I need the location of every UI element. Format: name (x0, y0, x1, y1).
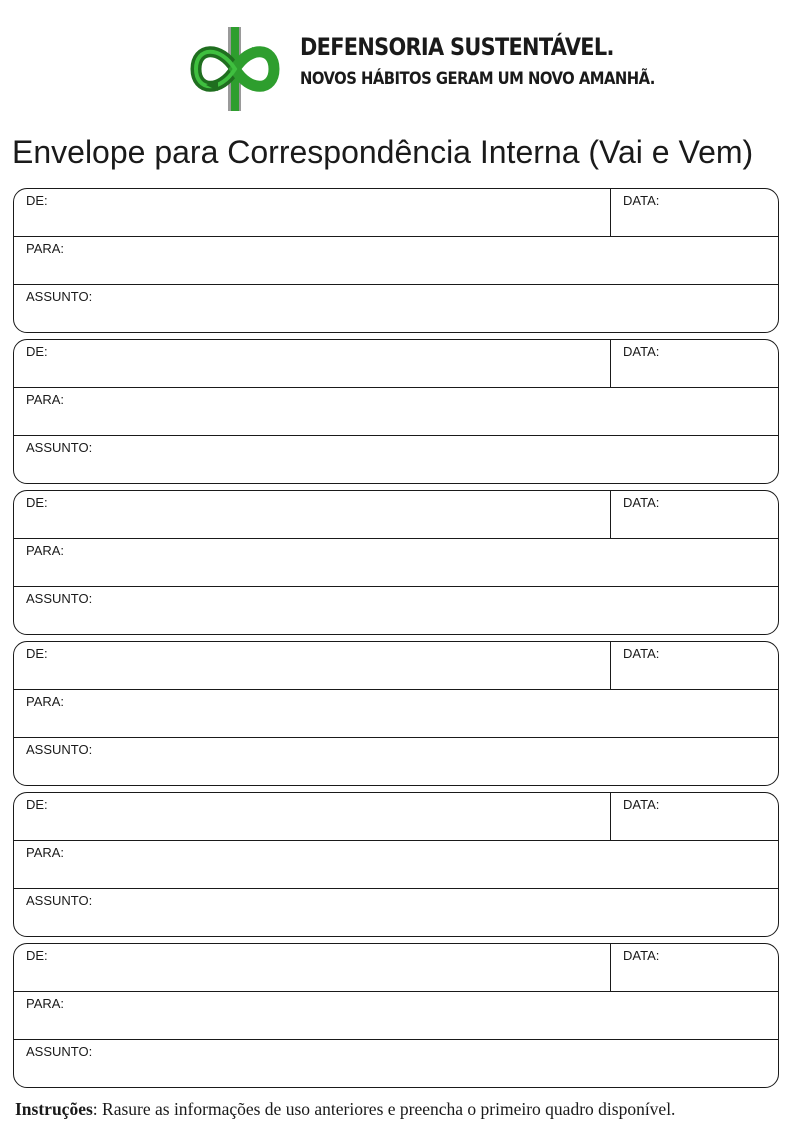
date-field[interactable] (610, 793, 778, 840)
routing-form-block (13, 792, 779, 937)
subject-field[interactable] (14, 738, 778, 785)
subject-label: ASSUNTO: (26, 742, 93, 757)
date-field[interactable] (610, 189, 778, 236)
from-field[interactable] (14, 944, 610, 991)
instructions (15, 1098, 675, 1120)
routing-form-block (13, 188, 779, 333)
date-field[interactable] (610, 944, 778, 991)
subject-field[interactable] (14, 285, 778, 332)
brand-text (300, 32, 708, 90)
to-field[interactable] (14, 690, 778, 737)
date-label: DATA: (623, 495, 660, 510)
to-label: PARA: (26, 996, 65, 1011)
brand-title: DEFENSORIA SUSTENTÁVEL. (300, 33, 614, 61)
subject-field[interactable] (14, 587, 778, 634)
from-label: DE: (26, 193, 48, 208)
date-field[interactable] (610, 340, 778, 387)
instructions-text: : Rasure as informações de uso anteriores e preencha o primeiro quadro disponível. (92, 1099, 676, 1119)
routing-form-block (13, 641, 779, 786)
from-label: DE: (26, 948, 48, 963)
to-label: PARA: (26, 845, 65, 860)
date-label: DATA: (623, 193, 660, 208)
subject-label: ASSUNTO: (26, 1044, 93, 1059)
page-title: Envelope para Correspondência Interna (Vai e Vem) (12, 134, 754, 170)
subject-field[interactable] (14, 889, 778, 936)
to-field[interactable] (14, 237, 778, 284)
from-field[interactable] (14, 189, 610, 236)
brand-subtitle: NOVOS HÁBITOS GERAM UM NOVO AMANHÃ. (300, 69, 655, 89)
subject-label: ASSUNTO: (26, 289, 93, 304)
date-field[interactable] (610, 642, 778, 689)
brand-logo (190, 25, 280, 113)
date-field[interactable] (610, 491, 778, 538)
to-label: PARA: (26, 392, 65, 407)
from-label: DE: (26, 797, 48, 812)
date-label: DATA: (623, 948, 660, 963)
to-label: PARA: (26, 694, 65, 709)
from-field[interactable] (14, 491, 610, 538)
date-label: DATA: (623, 344, 660, 359)
date-label: DATA: (623, 797, 660, 812)
routing-form-block (13, 490, 779, 635)
routing-form-block (13, 339, 779, 484)
to-field[interactable] (14, 539, 778, 586)
subject-label: ASSUNTO: (26, 440, 93, 455)
to-field[interactable] (14, 388, 778, 435)
to-field[interactable] (14, 992, 778, 1039)
from-label: DE: (26, 495, 48, 510)
from-field[interactable] (14, 793, 610, 840)
subject-label: ASSUNTO: (26, 591, 93, 606)
subject-label: ASSUNTO: (26, 893, 93, 908)
routing-form-list (13, 188, 779, 1094)
from-field[interactable] (14, 340, 610, 387)
to-label: PARA: (26, 543, 65, 558)
from-label: DE: (26, 646, 48, 661)
to-field[interactable] (14, 841, 778, 888)
subject-field[interactable] (14, 436, 778, 483)
subject-field[interactable] (14, 1040, 778, 1087)
from-label: DE: (26, 344, 48, 359)
to-label: PARA: (26, 241, 65, 256)
date-label: DATA: (623, 646, 660, 661)
from-field[interactable] (14, 642, 610, 689)
routing-form-block (13, 943, 779, 1088)
infinity-recycle-icon (190, 25, 280, 113)
instructions-label: Instruções (15, 1099, 93, 1119)
